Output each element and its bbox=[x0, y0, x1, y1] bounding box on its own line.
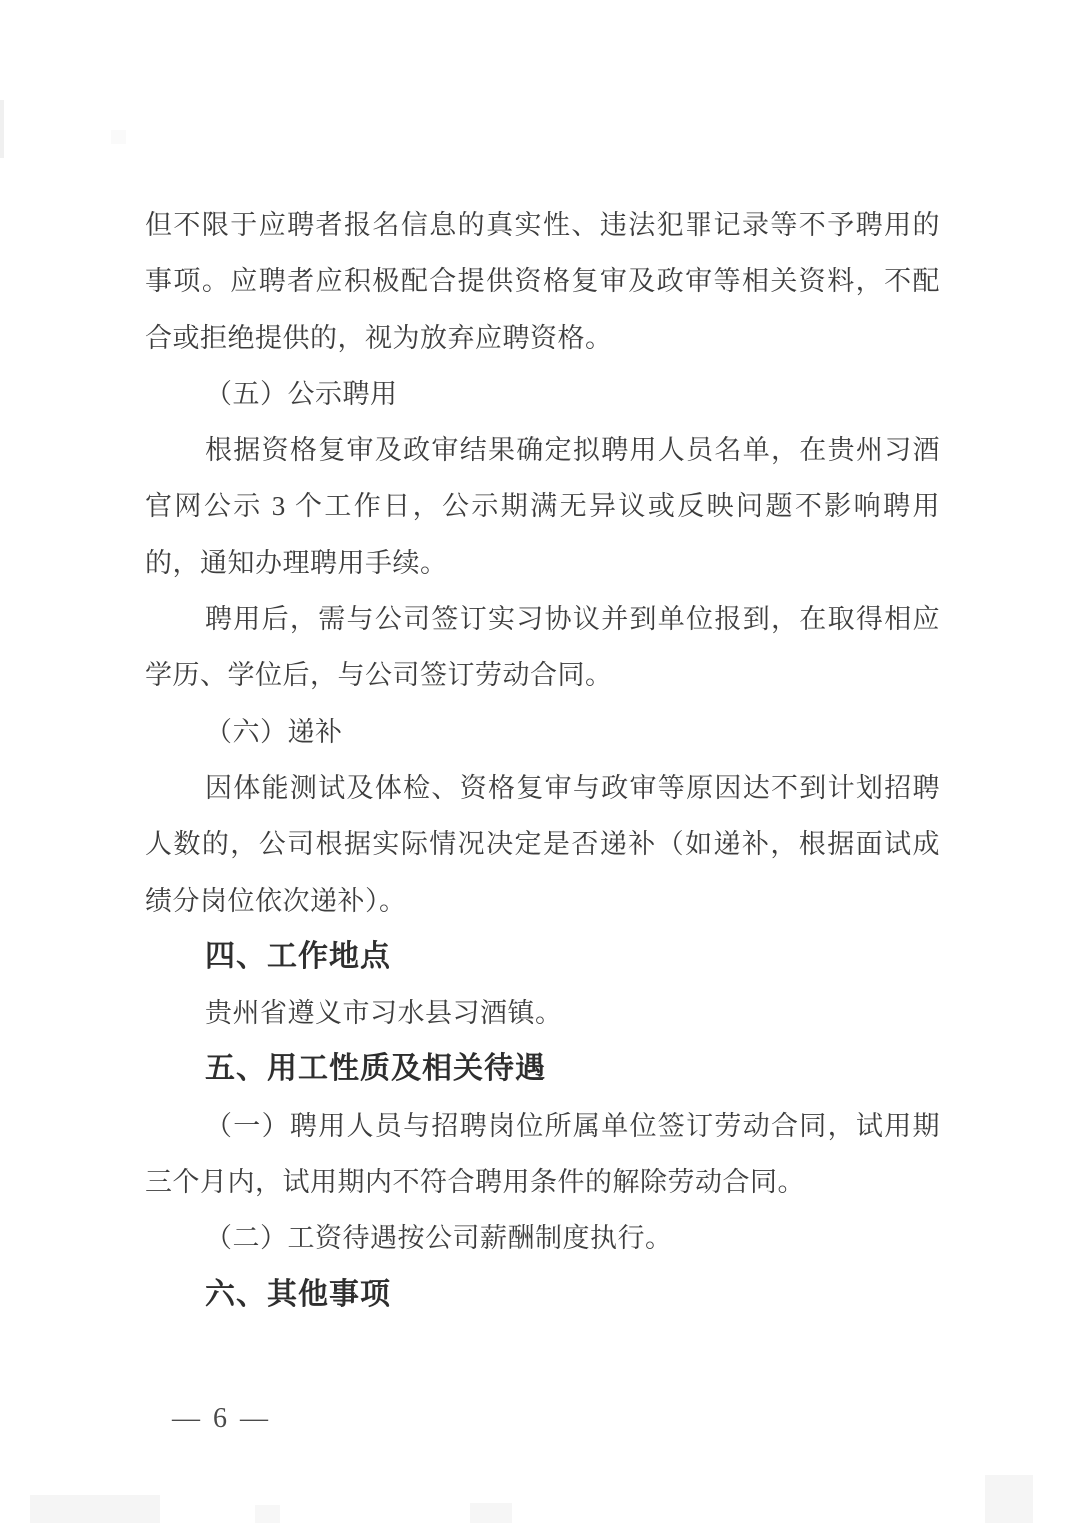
doc-line: 的，通知办理聘用手续。 bbox=[145, 547, 448, 578]
doc-line: 学历、学位后，与公司签订劳动合同。 bbox=[145, 660, 613, 691]
doc-line: 合或拒绝提供的，视为放弃应聘资格。 bbox=[145, 322, 613, 353]
doc-line: （二）工资待遇按公司薪酬制度执行。 bbox=[205, 1223, 673, 1254]
scan-artifact bbox=[30, 1495, 160, 1523]
heading-work-location: 四、工作地点 bbox=[205, 939, 391, 973]
subheading-replacement: （六）递补 bbox=[205, 716, 343, 747]
doc-line: （一）聘用人员与招聘岗位所属单位签订劳动合同，试用期 bbox=[205, 1110, 940, 1141]
doc-line: 因体能测试及体检、资格复审与政审等原因达不到计划招聘 bbox=[205, 772, 940, 803]
doc-line: 绩分岗位依次递补）。 bbox=[145, 885, 407, 916]
scan-artifact bbox=[0, 100, 4, 158]
scan-artifact bbox=[985, 1475, 1033, 1523]
heading-other-matters: 六、其他事项 bbox=[205, 1277, 391, 1311]
doc-line: 贵州省遵义市习水县习酒镇。 bbox=[205, 998, 563, 1029]
document-page-body bbox=[145, 197, 940, 1323]
scan-artifact bbox=[470, 1503, 512, 1523]
doc-line: 但不限于应聘者报名信息的真实性、违法犯罪记录等不予聘用的 bbox=[145, 210, 940, 240]
doc-line: 事项。应聘者应积极配合提供资格复审及政审等相关资料，不配 bbox=[145, 266, 940, 297]
doc-line: 聘用后，需与公司签订实习协议并到单位报到，在取得相应 bbox=[205, 604, 940, 635]
doc-line: 人数的，公司根据实际情况决定是否递补（如递补，根据面试成 bbox=[145, 829, 940, 860]
heading-employment-terms: 五、用工性质及相关待遇 bbox=[205, 1052, 546, 1086]
page-number: — 6 — bbox=[172, 1403, 271, 1434]
scan-artifact bbox=[255, 1505, 280, 1523]
scan-artifact bbox=[111, 130, 126, 144]
doc-line: 根据资格复审及政审结果确定拟聘用人员名单，在贵州习酒 bbox=[205, 435, 940, 466]
doc-line: 三个月内，试用期内不符合聘用条件的解除劳动合同。 bbox=[145, 1167, 805, 1198]
doc-line: 官网公示 3 个工作日，公示期满无异议或反映问题不影响聘用 bbox=[145, 491, 940, 522]
subheading-public-announcement: （五）公示聘用 bbox=[205, 378, 398, 409]
